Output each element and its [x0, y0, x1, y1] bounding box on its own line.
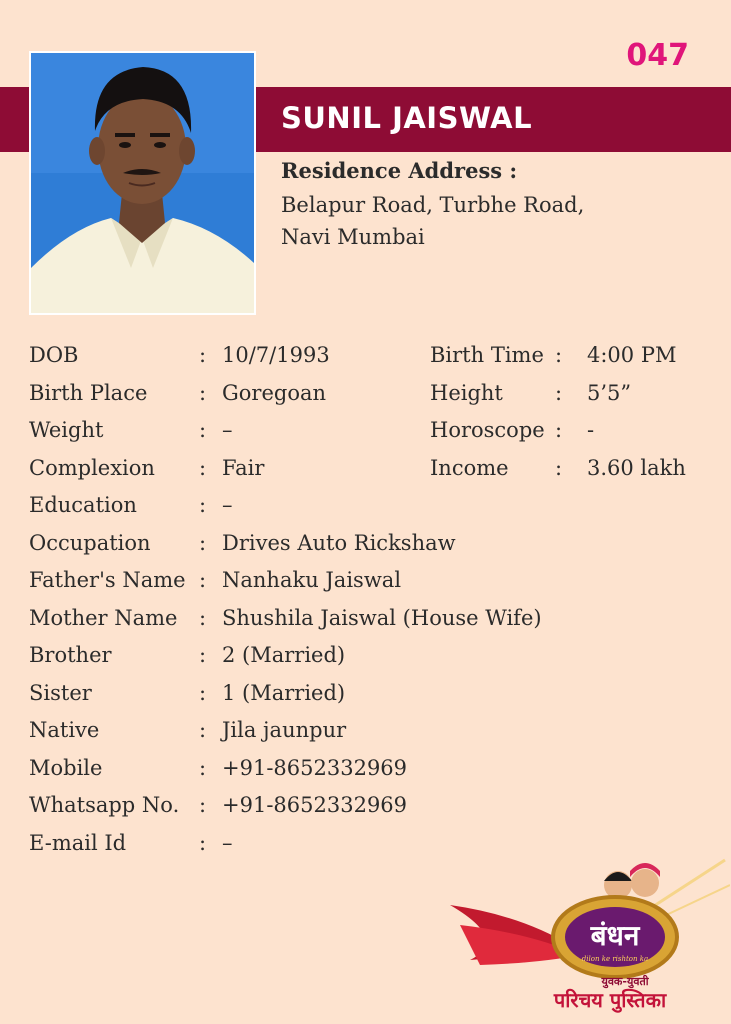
detail-value: +91-8652332969 — [222, 755, 408, 780]
detail-value: Fair — [222, 455, 265, 480]
logo-title: बंधन — [590, 919, 640, 952]
logo-subtitle-top: युवक-युवती — [601, 975, 649, 988]
detail-label: Brother — [29, 643, 112, 667]
detail-separator: : — [555, 455, 563, 480]
detail-value: Jila jaunpur — [222, 718, 347, 742]
detail-value: 1 (Married) — [222, 680, 346, 705]
detail-separator: : — [199, 418, 207, 442]
detail-label: Weight — [29, 418, 104, 442]
detail-row-brother — [29, 638, 709, 676]
detail-label: E-mail Id — [29, 830, 127, 855]
address-line-2: Navi Mumbai — [281, 225, 425, 249]
detail-row-birth-place — [29, 376, 709, 414]
detail-row-weight — [29, 413, 709, 451]
detail-value: 4:00 PM — [587, 343, 677, 367]
detail-separator: : — [555, 380, 563, 405]
detail-label: Mobile — [29, 755, 103, 780]
bandhan-logo — [440, 845, 730, 1015]
detail-label: Whatsapp No. — [29, 793, 180, 817]
detail-row-occupation — [29, 526, 709, 564]
profile-number: 047 — [626, 38, 689, 73]
detail-value: 2 (Married) — [222, 643, 346, 667]
detail-separator: : — [199, 718, 207, 742]
detail-label: Birth Place — [29, 380, 148, 405]
detail-row-complexion — [29, 451, 709, 489]
detail-label: Birth Time — [430, 343, 544, 367]
detail-label: Education — [29, 493, 137, 517]
detail-label: Sister — [29, 680, 92, 705]
detail-separator: : — [199, 830, 207, 855]
detail-row-education — [29, 488, 709, 526]
detail-row-dob — [29, 338, 709, 376]
detail-label: Horoscope — [430, 418, 545, 442]
detail-separator: : — [199, 343, 207, 367]
detail-value: 10/7/1993 — [222, 343, 330, 367]
address-line-1: Belapur Road, Turbhe Road, — [281, 193, 585, 217]
details-table — [29, 338, 709, 863]
detail-value: – — [222, 830, 233, 855]
detail-separator: : — [199, 680, 207, 705]
detail-value: – — [222, 418, 233, 442]
detail-separator: : — [199, 605, 207, 630]
detail-value: 3.60 lakh — [587, 455, 686, 480]
detail-label: Occupation — [29, 530, 151, 555]
detail-row-mother-name — [29, 601, 709, 639]
detail-label: Mother Name — [29, 605, 178, 630]
detail-separator: : — [199, 568, 207, 592]
detail-separator: : — [199, 793, 207, 817]
detail-value: 5’5” — [587, 380, 632, 405]
detail-value: Drives Auto Rickshaw — [222, 530, 456, 555]
detail-row-father-name — [29, 563, 709, 601]
detail-separator: : — [199, 493, 207, 517]
detail-separator: : — [199, 455, 207, 480]
detail-row-whatsapp — [29, 788, 709, 826]
detail-value: Shushila Jaiswal (House Wife) — [222, 605, 542, 630]
detail-label: DOB — [29, 343, 79, 367]
detail-value: – — [222, 493, 233, 517]
detail-value: Goregoan — [222, 380, 327, 405]
detail-value: Nanhaku Jaiswal — [222, 568, 402, 592]
detail-separator: : — [199, 380, 207, 405]
detail-separator: : — [199, 530, 207, 555]
detail-separator: : — [555, 343, 563, 367]
detail-label: Height — [430, 380, 503, 405]
profile-photo — [29, 51, 256, 315]
detail-separator: : — [555, 418, 563, 442]
detail-separator: : — [199, 643, 207, 667]
detail-label: Native — [29, 718, 100, 742]
detail-row-native — [29, 713, 709, 751]
detail-separator: : — [199, 755, 207, 780]
profile-name: SUNIL JAISWAL — [281, 101, 533, 135]
detail-row-mobile — [29, 751, 709, 789]
detail-label: Father's Name — [29, 568, 186, 592]
detail-value: - — [587, 418, 595, 442]
detail-label: Income — [430, 455, 509, 480]
detail-label: Complexion — [29, 455, 155, 480]
logo-tagline: dilon ke rishton ka — [581, 955, 649, 963]
address-title: Residence Address : — [281, 158, 518, 183]
logo-subtitle-bottom: परिचय पुस्तिका — [553, 988, 667, 1012]
detail-row-sister — [29, 676, 709, 714]
detail-value: +91-8652332969 — [222, 793, 408, 817]
